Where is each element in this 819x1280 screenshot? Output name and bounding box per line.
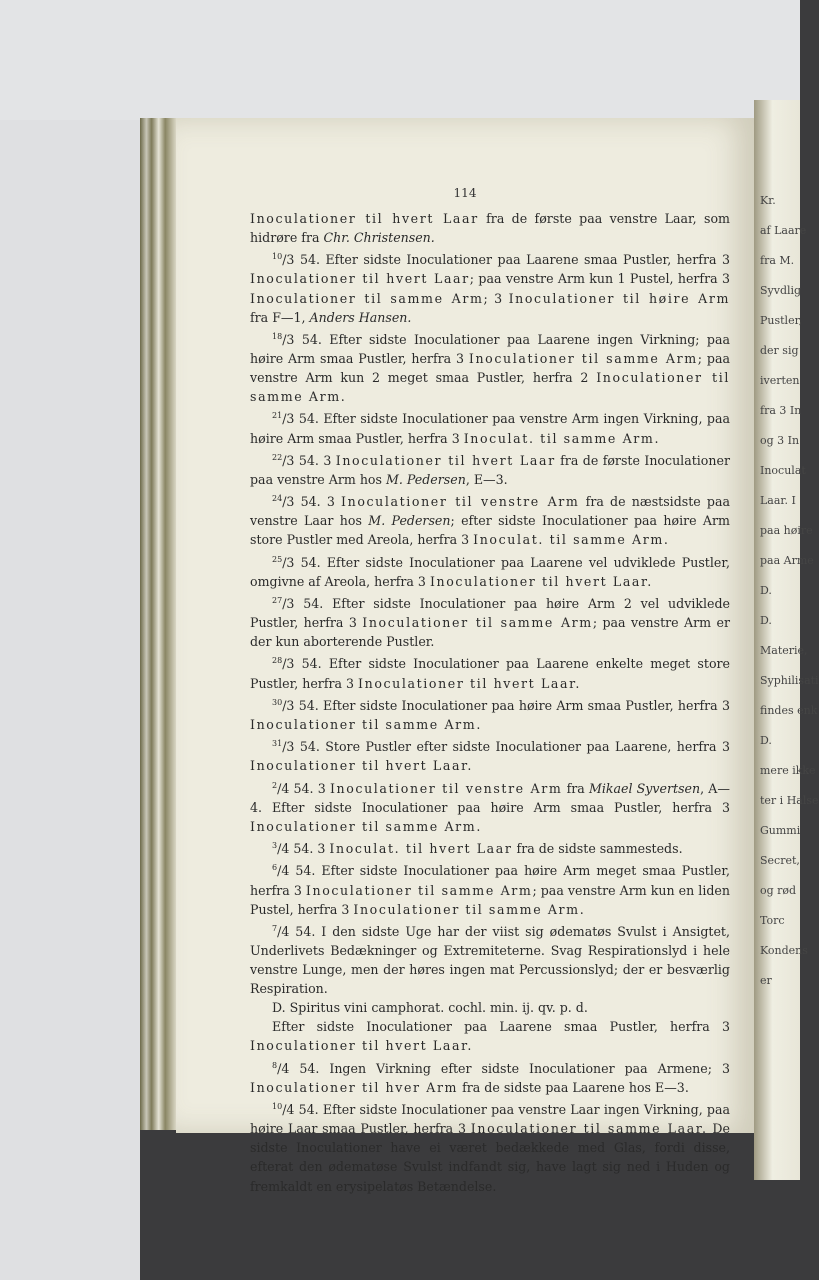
date-superscript: 22 (272, 452, 283, 462)
text-run: Inoculationer til hvert Laar (250, 271, 470, 287)
text-run: /4 54. Efter sidste Inoculationer paa venstre Laar ingen Virkning, paa høire Laar smaa Pustler, herfra 3 (250, 1102, 730, 1137)
date-superscript: 25 (272, 554, 283, 564)
entry-paragraph (250, 591, 730, 651)
date-superscript: 7 (272, 923, 278, 933)
person-name: Anders Hansen. (309, 309, 412, 325)
text-run: D. Spiritus vini camphorat. cochl. min. ij. qv. p. d. (272, 1000, 588, 1016)
text-run: Inoculationer til samme Arm (468, 351, 698, 367)
facing-page-fragment: af Laare (760, 224, 807, 237)
entry-paragraph (250, 489, 730, 549)
facing-page-fragment: paa Arme (760, 554, 814, 567)
text-run: Inoculationer til samme Laar. (470, 1121, 708, 1137)
date-superscript: 10 (272, 1101, 283, 1111)
date-superscript: 10 (272, 252, 283, 262)
text-run: /3 54. Efter sidste Inoculationer paa høire Arm smaa Pustler, herfra 3 (282, 697, 730, 713)
text-run: ; efter sidste Inoculationer paa høire Arm store Pustler med Areola, herfra 3 (250, 513, 730, 548)
facing-page-fragment: Inoculat (760, 464, 806, 477)
entry-paragraph (250, 247, 730, 327)
text-run: Inoculationer til venstre Arm (329, 780, 563, 796)
entry-paragraph (250, 693, 730, 734)
text-run: Inoculat. til samme Arm. (463, 430, 661, 446)
text-run: fra de næstsidste paa venstre Laar hos (250, 494, 731, 529)
text-run: /4 54. 3 (277, 841, 330, 857)
entry-paragraph (250, 836, 730, 858)
facing-page-fragment: Secret, (760, 854, 800, 867)
facing-page-fragment: Gummi (760, 824, 801, 837)
text-run: Inoculat. til samme Arm. (473, 532, 670, 548)
entry-paragraph (250, 919, 730, 999)
entry-paragraph (250, 327, 730, 407)
date-superscript: 24 (272, 494, 283, 504)
facing-page-fragment: ter i Halse (760, 794, 819, 807)
text-run: fra (562, 780, 589, 796)
entry-paragraph (250, 1097, 730, 1196)
facing-page-fragment: er (760, 974, 772, 987)
facing-page-fragment: mere ikke (760, 764, 816, 777)
text-run: /4 54. I den sidste Uge har der viist sig ødematøs Svulst i Ansigtet, Underlivets Bedækninger og Extremiteterne. Svag Respirationslyd i hele venstre Lunge, men der høres ingen mat Percussionslyd; der er besværlig Respiration. (250, 923, 730, 997)
facing-page-fragment: der sig (760, 344, 799, 357)
text-run: ; paa venstre Arm kun en liden Pustel, herfra 3 (250, 882, 730, 917)
text-run: /3 54. Efter sidste Inoculationer paa venstre Arm ingen Virkning, paa høire Arm smaa Pustler, herfra 3 (250, 411, 730, 446)
text-run: ; 3 (483, 290, 509, 306)
text-run: /4 54. Efter sidste Inoculationer paa høire Arm meget smaa Pustler, herfra 3 (250, 863, 730, 898)
text-run: Inoculationer til høire Arm (508, 290, 730, 306)
text-run: /3 54. Efter sidste Inoculationer paa høire Arm 2 vel udviklede Pustler, herfra 3 (250, 596, 730, 631)
facing-page-fragment: Kr. (760, 194, 776, 207)
text-run: Inoculat. til hvert Laar (329, 841, 513, 857)
text-run: ; paa venstre Arm kun 2 meget smaa Pustler, herfra 2 (250, 351, 730, 386)
entry-paragraph (250, 1056, 730, 1097)
text-run: Inoculationer til hvert Laar (335, 452, 556, 468)
text-run: /4 54. 3 (277, 780, 330, 796)
text-run: /3 54. Efter sidste Inoculationer paa Laarene smaa Pustler, herfra 3 (282, 252, 730, 268)
text-run: fra de første paa venstre Laar, som hidrøre fra (250, 211, 730, 246)
date-superscript: 28 (272, 656, 283, 666)
scan-background-left (0, 120, 140, 1280)
scan-background (0, 0, 800, 120)
date-superscript: 21 (272, 411, 283, 421)
text-run: Inoculationer til venstre Arm (341, 494, 580, 510)
person-name: Mikael Syvertsen (588, 780, 701, 796)
facing-page-fragment: fra 3 In (760, 404, 802, 417)
text-run: /3 54. Efter sidste Inoculationer paa Laarene ingen Virkning; paa høire Arm smaa Pustler, herfra 3 (250, 331, 730, 367)
text-run: Inoculationer til hvert Laar. (250, 1038, 473, 1054)
facing-page-fragment: findes enk (760, 704, 818, 717)
text-run: Inoculationer til hvert Laar (250, 211, 479, 226)
text-run: fra de sidste sammesteds. (512, 841, 683, 857)
text-run: Inoculationer til samme Arm. (250, 370, 730, 405)
book-page-edges (140, 118, 176, 1130)
text-run: De sidste Inoculationer have ei været bedækkede med Glas, fordi disse, efterat den ødematøse Svulst indfandt sig, have lagt sig ned i Huden og fremkaldt en erysipelatøs Betændelse. (250, 1121, 730, 1194)
facing-page-edge (754, 100, 819, 1180)
entry-paragraph (250, 448, 730, 489)
date-superscript: 31 (272, 739, 283, 749)
text-run: ; paa venstre Arm er der kun aborterende Pustler. (250, 615, 730, 650)
facing-page-fragment: D. (760, 614, 772, 627)
text-run: Inoculationer til hvert Laar. (358, 675, 581, 691)
entry-paragraph (250, 406, 730, 447)
date-superscript: 3 (272, 840, 278, 850)
text-run: /3 54. 3 (282, 452, 336, 468)
person-name: M. Pedersen (385, 471, 466, 487)
facing-page-fragment: Torc (760, 914, 785, 927)
text-run: Inoculationer til hvert Laar. (250, 758, 473, 774)
facing-page-fragment: fra M. (760, 254, 795, 267)
facing-page-fragment: D. (760, 584, 772, 597)
text-run: , A—4. Efter sidste Inoculationer paa høire Arm smaa Pustler, herfra 3 (250, 780, 730, 815)
facing-page-fragment: D. (760, 734, 772, 747)
entry-paragraph (250, 776, 730, 836)
text-run: Inoculationer til samme Arm (250, 290, 484, 306)
entry-paragraph (250, 734, 730, 775)
page-body-text (250, 209, 730, 1196)
text-run: /3 54. Efter sidste Inoculationer paa Laarene enkelte meget store Pustler, herfra 3 (250, 656, 730, 691)
date-superscript: 18 (272, 331, 283, 341)
facing-page-fragment: Syvdlig (760, 284, 802, 297)
facing-page-fragment: Laar. I (760, 494, 796, 507)
person-name: M. Pedersen (368, 513, 451, 529)
text-run: Inoculationer til hvert Laar. (429, 573, 653, 589)
text-run: /3 54. Efter sidste Inoculationer paa Laarene vel udviklede Pustler, omgivne af Areola, herfra 3 (250, 554, 730, 589)
date-superscript: 2 (272, 780, 278, 790)
book-page (176, 118, 754, 1194)
facing-page-fragment: paa høire (760, 524, 813, 537)
text-run: Inoculationer til samme Arm (305, 882, 533, 898)
facing-page-fragment: Pustler, (760, 314, 803, 327)
text-run: fra F—1, (250, 309, 310, 325)
date-superscript: 8 (272, 1060, 278, 1070)
entry-paragraph (250, 550, 730, 591)
facing-page-fragment: Materie, (760, 644, 808, 657)
facing-page-fragment: Kondens (760, 944, 808, 957)
text-run: Efter sidste Inoculationer paa Laarene smaa Pustler, herfra 3 (272, 1019, 730, 1035)
text-run: fra de sidste paa Laarene hos E—3. (458, 1079, 689, 1095)
text-run: ; paa venstre Arm kun 1 Pustel, herfra 3 (469, 271, 730, 287)
text-run: Inoculationer til samme Arm (362, 615, 593, 631)
text-run: /3 54. Store Pustler efter sidste Inoculationer paa Laarene, herfra 3 (282, 739, 730, 755)
text-run: /4 54. Ingen Virkning efter sidste Inoculationer paa Armene; 3 (277, 1060, 730, 1076)
facing-page-fragment: og 3 In (760, 434, 800, 447)
facing-page-fragment: iverten (760, 374, 800, 387)
text-run: Inoculationer til samme Arm. (250, 818, 482, 834)
text-run: /3 54. 3 (282, 494, 342, 510)
text-run: fra de første Inoculationer paa venstre Arm hos (250, 452, 730, 487)
facing-page-fragment: Syphilisati (760, 674, 819, 687)
entry-paragraph (250, 209, 730, 247)
text-run: Inoculationer til hver Arm (250, 1079, 459, 1095)
entry-paragraph (250, 651, 730, 692)
date-superscript: 6 (272, 863, 278, 873)
entry-paragraph (250, 998, 730, 1017)
date-superscript: 30 (272, 697, 283, 707)
facing-page-fragment: og rød (760, 884, 797, 897)
person-name: Chr. Christensen. (323, 230, 435, 246)
text-run: Inoculationer til samme Arm. (250, 717, 482, 733)
text-run: Inoculationer til samme Arm. (353, 901, 586, 917)
entry-paragraph (250, 1017, 730, 1055)
page-number: 114 (453, 186, 477, 200)
text-run: , E—3. (465, 471, 508, 487)
date-superscript: 27 (272, 595, 283, 605)
entry-paragraph (250, 858, 730, 918)
